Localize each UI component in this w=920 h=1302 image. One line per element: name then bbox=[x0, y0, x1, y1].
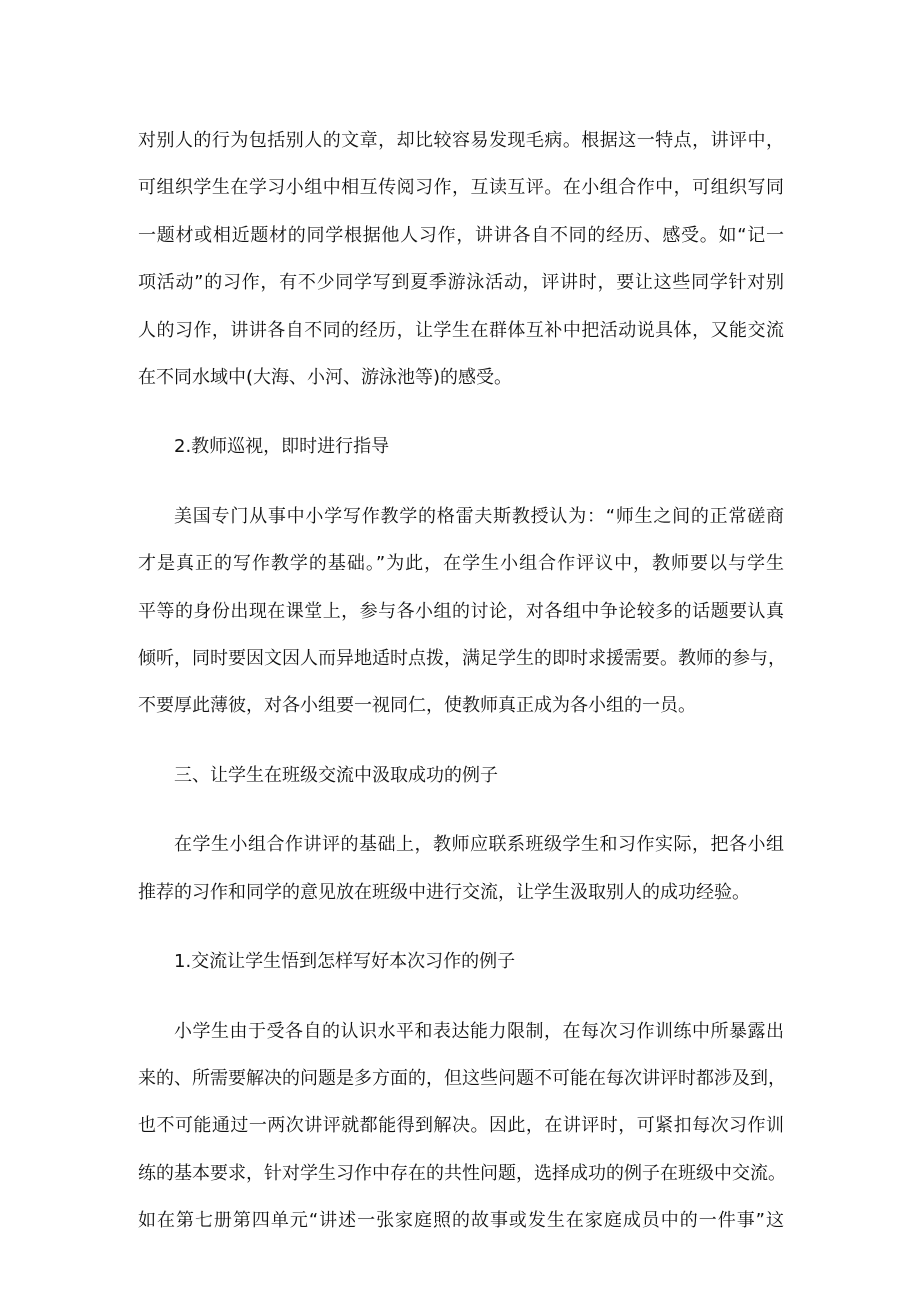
paragraph-class-exchange bbox=[138, 821, 784, 916]
paragraph-group-review bbox=[138, 117, 784, 401]
text-line: 小学生由于受各自的认识水平和表达能力限制，在每次习作训练中所暴露出 bbox=[174, 1020, 784, 1042]
text-line: 在学生小组合作讲评的基础上，教师应联系班级学生和习作实际，把各小组 bbox=[174, 834, 784, 856]
text-line: 来的、所需要解决的问题是多方面的，但这些问题不可能在每次讲评时都涉及到， bbox=[138, 1067, 786, 1089]
text-line: 在不同水域中(大海、小河、游泳池等)的感受。 bbox=[138, 367, 513, 389]
paragraph-teacher-guidance bbox=[138, 493, 784, 730]
text-line: 美国专门从事中小学写作教学的格雷夫斯教授认为：“师生之间的正常磋商 bbox=[174, 505, 784, 527]
section-heading-exchange-examples bbox=[138, 938, 784, 985]
heading-text: 三、让学生在班级交流中汲取成功的例子 bbox=[174, 764, 498, 786]
text-line: 倾听，同时要因文因人而异地适时点拨，满足学生的即时求援需要。教师的参与， bbox=[138, 648, 786, 670]
text-line: 可组织学生在学习小组中相互传阅习作，互读互评。在小组合作中，可组织写同 bbox=[138, 177, 784, 199]
text-line: 对别人的行为包括别人的文章，却比较容易发现毛病。根据这一特点，讲评中， bbox=[138, 130, 784, 151]
text-line: 不要厚此薄彼，对各小组要一视同仁，使教师真正成为各小组的一员。 bbox=[138, 695, 696, 717]
document-body bbox=[138, 117, 784, 1267]
text-line: 也不可能通过一两次讲评就都能得到解决。因此，在讲评时，可紧扣每次习作训 bbox=[138, 1115, 784, 1137]
heading-text: 1.交流让学生悟到怎样写好本次习作的例子 bbox=[174, 951, 516, 973]
text-line: 推荐的习作和同学的意见放在班级中进行交流，让学生汲取别人的成功经验。 bbox=[138, 881, 750, 903]
text-line: 项活动”的习作，有不少同学写到夏季游泳活动，评讲时，要让这些同学针对别 bbox=[138, 272, 784, 294]
text-line: 人的习作，讲讲各自不同的经历，让学生在群体互补中把活动说具体，又能交流 bbox=[138, 319, 784, 341]
heading-text: 2.教师巡视，即时进行指导 bbox=[174, 436, 390, 458]
section-heading-teacher-patrol bbox=[138, 423, 784, 470]
text-line: 才是真正的写作教学的基础。”为此，在学生小组合作评议中，教师要以与学生 bbox=[138, 553, 784, 575]
paragraph-student-limitations bbox=[138, 1008, 784, 1245]
text-line: 练的基本要求，针对学生习作中存在的共性问题，选择成功的例子在班级中交流。 bbox=[138, 1162, 786, 1184]
text-line: 如在第七册第四单元“讲述一张家庭照的故事或发生在家庭成员中的一件事”这 bbox=[138, 1210, 784, 1232]
section-heading-class-exchange bbox=[138, 752, 784, 799]
text-line: 平等的身份出现在课堂上，参与各小组的讨论，对各组中争论较多的话题要认真 bbox=[138, 600, 784, 622]
text-line: 一题材或相近题材的同学根据他人习作，讲讲各自不同的经历、感受。如“记一 bbox=[138, 224, 784, 246]
